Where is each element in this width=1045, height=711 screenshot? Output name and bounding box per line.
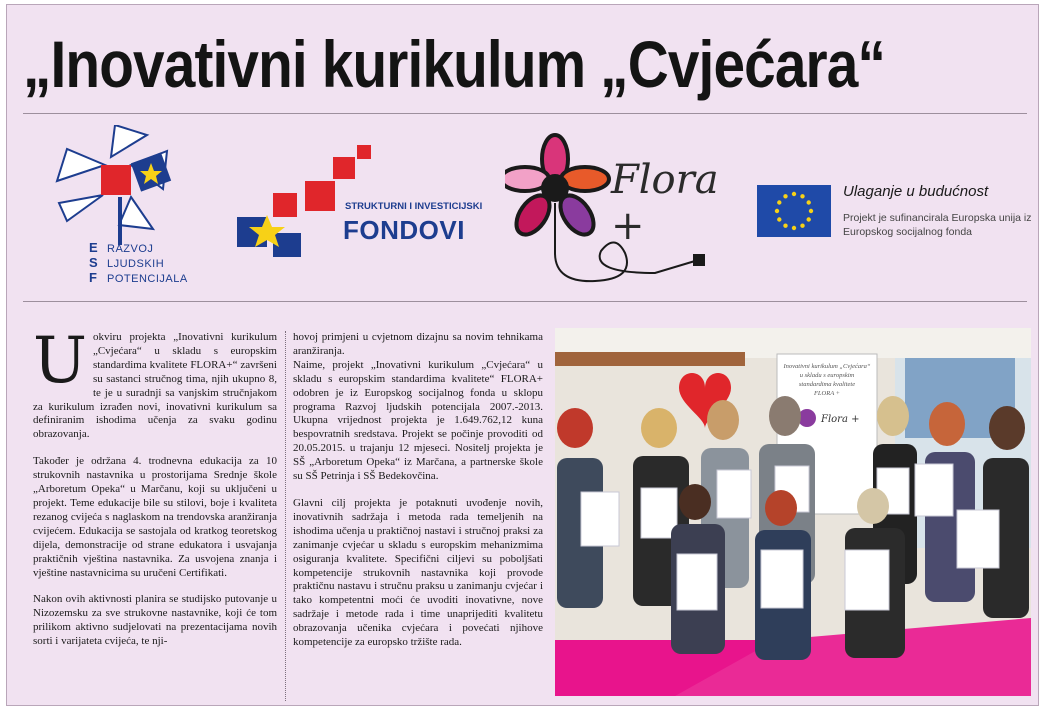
fondovi-logo xyxy=(233,145,483,270)
esf-logo xyxy=(43,125,213,290)
article-paragraph: Glavni cilj projekta je potaknuti uvođenje novih, inovativnih sadržaja i metoda rada temeljenih na ishodima učenja u praktičnoj nastavi i stručnoj praksi za zanimanje cvjećar u skladu s europskim mehanizmima osiguranja kvalitete. Specifični ciljevi su poboljšati kompetencije strukovnih nastavnika koji provode praktičnu nastavu i stručnu praksu u zanimanju cvjećar i tako kompetentni moći će uvoditi inovativne, nove sadržaje i metode rada i time unaprijediti kvalitetu obrazovanja učenika cvjećara i povećati njihove kompetencije za europsko tržište rada. xyxy=(293,496,543,649)
svg-text:Flora +: Flora + xyxy=(821,414,860,425)
group-photo xyxy=(555,328,1031,696)
esf-words: RAZVOJ LJUDSKIH POTENCIJALA xyxy=(107,243,188,285)
article-paragraph: Naime, projekt „Inovativni kurikulum „Cvjećara“ u skladu s europskim standardima kvalitete“ FLORA+ odobren je iz Europskog socijalnog fonda u sklopu programa Razvoj ljudskih potencijala 2007.-2013. Ukupna vrijednost projekta je 1.649.762,12 kuna bespovratnih sredstava. Projekt se počinje provoditi od 20.05.2015. u trajanju 12 mjeseci. Nositelj projekta je SŠ „Arboretum Opeka“ iz Marčana, a partnerske škole su SŠ Petrinja i SŠ Bedekovčina. xyxy=(293,358,543,483)
headline: „Inovativni kurikulum „Cvjećara“ xyxy=(23,27,886,101)
eu-subtitle: Projekt je sufinancirala Europska unija iz Europskog socijalnog fonda xyxy=(843,212,1032,238)
fondovi-subtitle: STRUKTURNI I INVESTICIJSKI xyxy=(345,201,483,212)
divider xyxy=(23,301,1027,302)
article-paragraph: Također je održana 4. trodnevna edukacija za 10 strukovnih nastavnika u prostorijama Srednje škole „Arboretum Opeka“ u Marčanu, koji su uključeni u projekt. Teme edukacije bile su stilovi, boje i kvaliteta rezanog cvijeća s naglaskom na trendovska aranžiranja cvijećem. Edukacija se sastojala od kratkog teoretskog dijela, demonstracije od strane edukatora i usvajanja praktičnih vještina nastavnika. Za usvojena znanja i vještine nastavnicima su uručeni Certifikati. xyxy=(33,455,277,579)
svg-text:FLORA +: FLORA + xyxy=(813,390,841,397)
eu-star xyxy=(792,192,796,196)
eu-star xyxy=(792,226,796,230)
eu-star xyxy=(807,217,811,221)
column-separator xyxy=(285,331,286,701)
article-column-1 xyxy=(33,324,277,662)
eu-flag xyxy=(757,185,831,237)
fondovi-title: FONDOVI xyxy=(343,215,465,245)
pinwheel-logo xyxy=(43,125,213,245)
flora-logo xyxy=(505,133,735,293)
article-paragraph: Nakon ovih aktivnosti planira se studijsko putovanje u Nizozemsku za sve strukovne nastavnike, koji će tom prilikom aktivno sudjelovati na prezentacijama novih sorti i varijateta cvijeća, te nji- xyxy=(33,593,277,648)
flora-wordmark: Flora + xyxy=(611,157,719,249)
eu-star xyxy=(800,194,804,198)
svg-text:standardima kvalitete: standardima kvalitete xyxy=(798,381,856,388)
eu-star xyxy=(783,194,787,198)
eu-star xyxy=(775,209,779,213)
dropcap: U xyxy=(33,324,87,398)
eu-star xyxy=(800,224,804,228)
svg-text:Inovativni kurikulum „Cvjećara: Inovativni kurikulum „Cvjećara“ xyxy=(783,363,871,370)
article-paragraph: U okviru projekta „Inovativni kurikulum „Cvjećara“ u skladu s europskim standardima kvalitete FLORA+“ završeni su sastanci stručnog tima, njih ukupno 8, te je u suradnji sa vanjskim stručnjakom za kurikulum izrađen novi, inovativni kurikulum sa definiranim ishodima učenja za svaku godinu obrazovanja. xyxy=(33,324,277,441)
article-paragraph: hovoj primjeni u cvjetnom dizajnu sa novim tehnikama aranžiranja. xyxy=(293,331,543,357)
eu-star xyxy=(783,224,787,228)
eu-title: Ulaganje u budućnost xyxy=(843,183,989,200)
newspaper-page xyxy=(6,4,1039,706)
eu-funding-block xyxy=(757,181,1037,251)
eu-star xyxy=(809,209,813,213)
article-column-2 xyxy=(293,331,543,663)
divider xyxy=(23,113,1027,114)
eu-star xyxy=(777,217,781,221)
eu-star xyxy=(807,200,811,204)
svg-text:u skladu s europskim: u skladu s europskim xyxy=(799,372,855,379)
eu-star xyxy=(777,200,781,204)
esf-letters: E S F xyxy=(89,240,98,285)
